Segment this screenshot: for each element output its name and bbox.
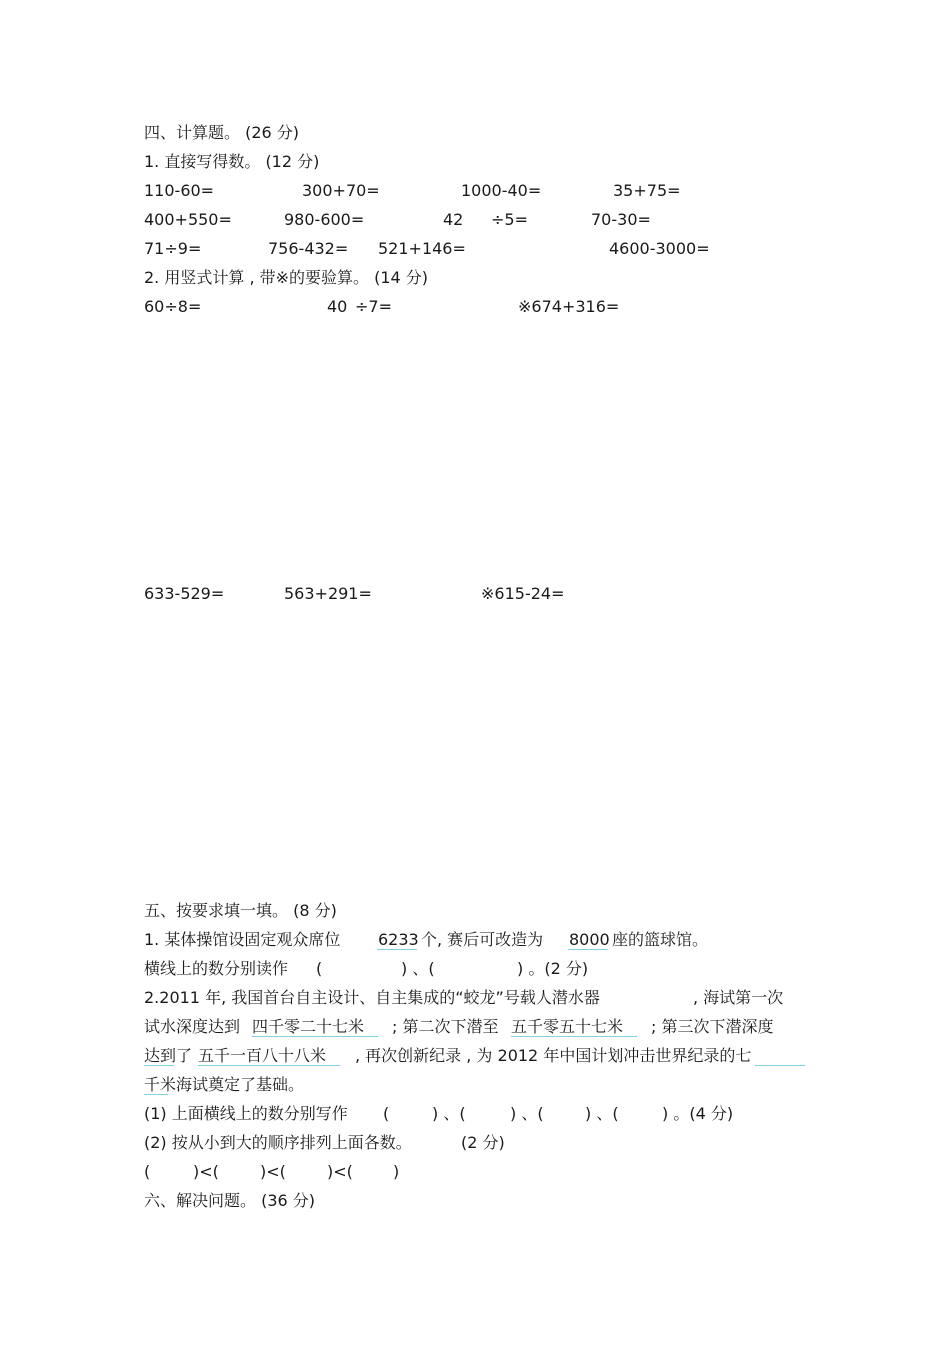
s5q1-number-2: 8000	[569, 930, 610, 949]
s5q2-number-1: 四千零二十七米	[252, 1017, 365, 1036]
problem-6: 980-600=	[284, 210, 365, 229]
s5q2-sub1-b2: ) 、(	[432, 1104, 466, 1123]
q1-title: 1. 直接写得数。 (12 分)	[144, 152, 320, 171]
underline	[511, 1036, 637, 1037]
s5q1-text-c: 座的篮球馆。	[612, 930, 709, 949]
s5q2-line2-b: ; 第二次下潜至	[392, 1017, 499, 1036]
order-blank-4: )<(	[327, 1162, 353, 1181]
underline	[755, 1065, 805, 1066]
s5q2-sub2-score: (2 分)	[461, 1133, 505, 1152]
s5q2-sub1-b3: ) 、(	[510, 1104, 544, 1123]
s5q2-line3-b: , 再次创新纪录 , 为 2012 年中国计划冲击世界纪录的七	[355, 1046, 752, 1065]
section6-title: 六、解决问题。 (36 分)	[144, 1191, 316, 1210]
s5q2-sub1-b4: ) 、(	[585, 1104, 619, 1123]
problem-2: 300+70=	[302, 181, 380, 200]
problem-12: 4600-3000=	[609, 239, 710, 258]
problem-4: 35+75=	[613, 181, 681, 200]
order-blank-3: )<(	[260, 1162, 286, 1181]
s5q2-line3-a: 达到了	[144, 1046, 193, 1065]
s5q1-text-a: 1. 某体操馆设固定观众席位	[144, 930, 341, 949]
problem-7-b: ÷5=	[491, 210, 528, 229]
s5q1-line2-text: 横线上的数分别读作	[144, 959, 289, 978]
vertical-problem-5: 563+291=	[284, 584, 372, 603]
order-blank-2: )<(	[193, 1162, 219, 1181]
vertical-problem-4: 633-529=	[144, 584, 225, 603]
order-blank-5: )	[393, 1162, 400, 1181]
s5q2-sub1-b5: ) 。(4 分)	[662, 1104, 734, 1123]
s5q2-line4: 千米海试奠定了基础。	[144, 1075, 305, 1094]
s5q2-number-3: 五千一百八十八米	[198, 1046, 327, 1065]
s5q1-bracket-mid: ) 、(	[401, 959, 435, 978]
problem-10: 756-432=	[268, 239, 349, 258]
s5q2-number-2: 五千零五十七米	[511, 1017, 624, 1036]
s5q1-number-1: 6233	[378, 930, 419, 949]
problem-1: 110-60=	[144, 181, 215, 200]
s5q2-sub1-b1: (	[383, 1104, 390, 1123]
problem-3: 1000-40=	[461, 181, 542, 200]
problem-8: 70-30=	[591, 210, 651, 229]
problem-9: 71÷9=	[144, 239, 202, 258]
s5q2-line1-a: 2.2011 年, 我国首台自主设计、自主集成的“蛟龙”号载人潜水器	[144, 988, 600, 1007]
vertical-problem-2-a: 40	[327, 297, 348, 316]
underline	[568, 949, 608, 950]
s5q2-sub1-text: (1) 上面横线上的数分别写作	[144, 1104, 348, 1123]
underline	[144, 1094, 168, 1095]
order-blank-1: (	[144, 1162, 151, 1181]
s5q1-bracket-open: (	[316, 959, 323, 978]
section5-title: 五、按要求填一填。 (8 分)	[144, 901, 337, 920]
s5q2-line1-b: , 海试第一次	[693, 988, 784, 1007]
s5q2-sub2-text: (2) 按从小到大的顺序排列上面各数。	[144, 1133, 412, 1152]
problem-5: 400+550=	[144, 210, 232, 229]
underline	[198, 1065, 340, 1066]
vertical-problem-1: 60÷8=	[144, 297, 202, 316]
s5q2-line2-a: 试水深度达到	[144, 1017, 241, 1036]
underline	[252, 1036, 378, 1037]
vertical-problem-2-b: ÷7=	[355, 297, 392, 316]
problem-7-a: 42	[443, 210, 464, 229]
s5q1-bracket-close: ) 。(2 分)	[517, 959, 589, 978]
s5q2-line2-c: ; 第三次下潜深度	[651, 1017, 774, 1036]
section4-title: 四、计算题。 (26 分)	[144, 123, 300, 142]
underline	[377, 949, 417, 950]
vertical-problem-3: ※674+316=	[518, 297, 620, 316]
q2-title: 2. 用竖式计算 , 带※的要验算。 (14 分)	[144, 268, 429, 287]
vertical-problem-6: ※615-24=	[481, 584, 565, 603]
s5q1-text-b: 个, 赛后可改造为	[421, 930, 544, 949]
problem-11: 521+146=	[378, 239, 466, 258]
